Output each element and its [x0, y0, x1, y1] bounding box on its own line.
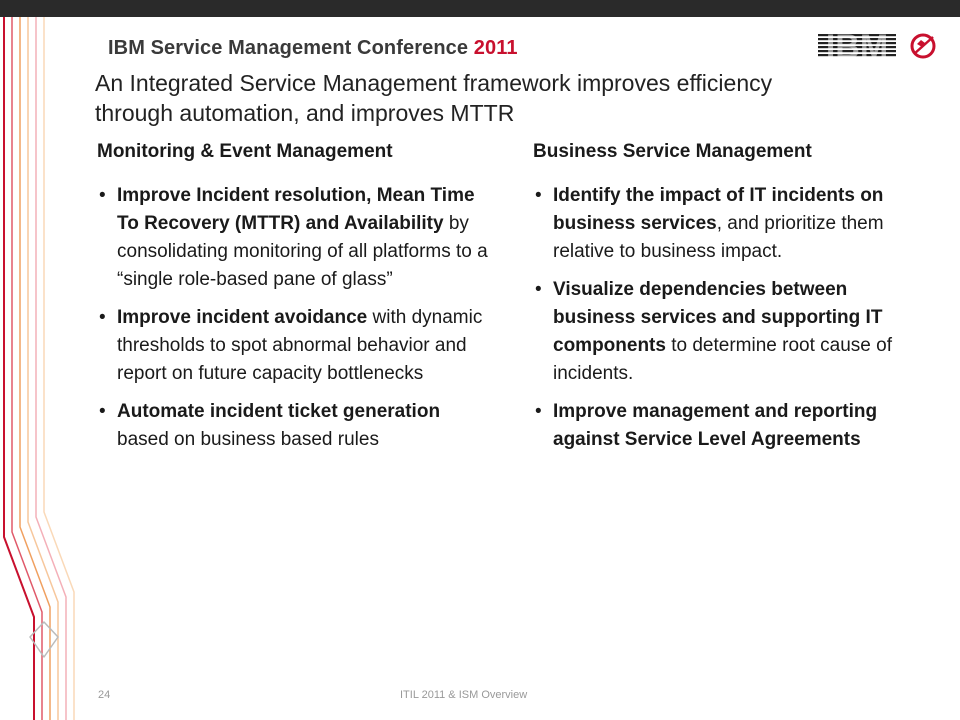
- smarter-planet-icon: [912, 35, 934, 57]
- bullet-item: [97, 398, 497, 454]
- decorative-lines: [0, 17, 90, 720]
- bullet-item: [533, 398, 933, 454]
- monitoring-heading: Monitoring & Event Management: [97, 141, 393, 162]
- bullet-bold-text: Visualize dependencies between business services and supporting IT components: [553, 279, 883, 356]
- business-service-bullet-list: [533, 182, 933, 454]
- conference-title: [108, 37, 518, 60]
- bullet-text: , and prioritize them relative to business impact.: [553, 213, 884, 262]
- page-number: 24: [98, 689, 111, 701]
- ibm-logo-text: IBM: [825, 30, 889, 66]
- bullet-bold-text: Identify the impact of IT incidents on business services: [553, 185, 884, 234]
- bullet-item: [97, 304, 497, 388]
- footer-text: ITIL 2011 & ISM Overview: [400, 689, 528, 701]
- bullet-text: with dynamic thresholds to spot abnormal behavior and report on future capacity bottlenecks: [117, 307, 483, 384]
- bullet-bold-text: Improve management and reporting against Service Level Agreements: [553, 401, 878, 450]
- business-service-heading: Business Service Management: [533, 141, 812, 162]
- ibm-logo: [818, 30, 943, 70]
- conference-title-text: IBM Service Management Conference: [108, 37, 469, 59]
- slide-title: [95, 68, 945, 128]
- bullet-text: to determine root cause of incidents.: [553, 335, 892, 384]
- bullet-bold-text: Improve Incident resolution, Mean Time To Recovery (MTTR) and Availability: [117, 185, 475, 234]
- conference-year: 2011: [473, 37, 518, 59]
- bullet-bold-text: Automate incident ticket generation: [117, 401, 441, 422]
- slide-title-line-2: through automation, and improves MTTR: [95, 100, 515, 126]
- bullet-item: [533, 182, 933, 266]
- bullet-item: [97, 182, 497, 294]
- monitoring-bullet-list: [97, 182, 497, 454]
- bullet-text: by consolidating monitoring of all platforms to a “single role-based pane of glass”: [117, 213, 488, 290]
- bullet-text: based on business based rules: [117, 429, 379, 450]
- monitoring-column: [97, 141, 497, 464]
- slide-title-line-1: An Integrated Service Management framework improves efficiency: [95, 70, 773, 96]
- bullet-item: [533, 276, 933, 388]
- business-service-column: [533, 141, 933, 464]
- top-bar: [0, 0, 960, 17]
- bullet-bold-text: Improve incident avoidance: [117, 307, 368, 328]
